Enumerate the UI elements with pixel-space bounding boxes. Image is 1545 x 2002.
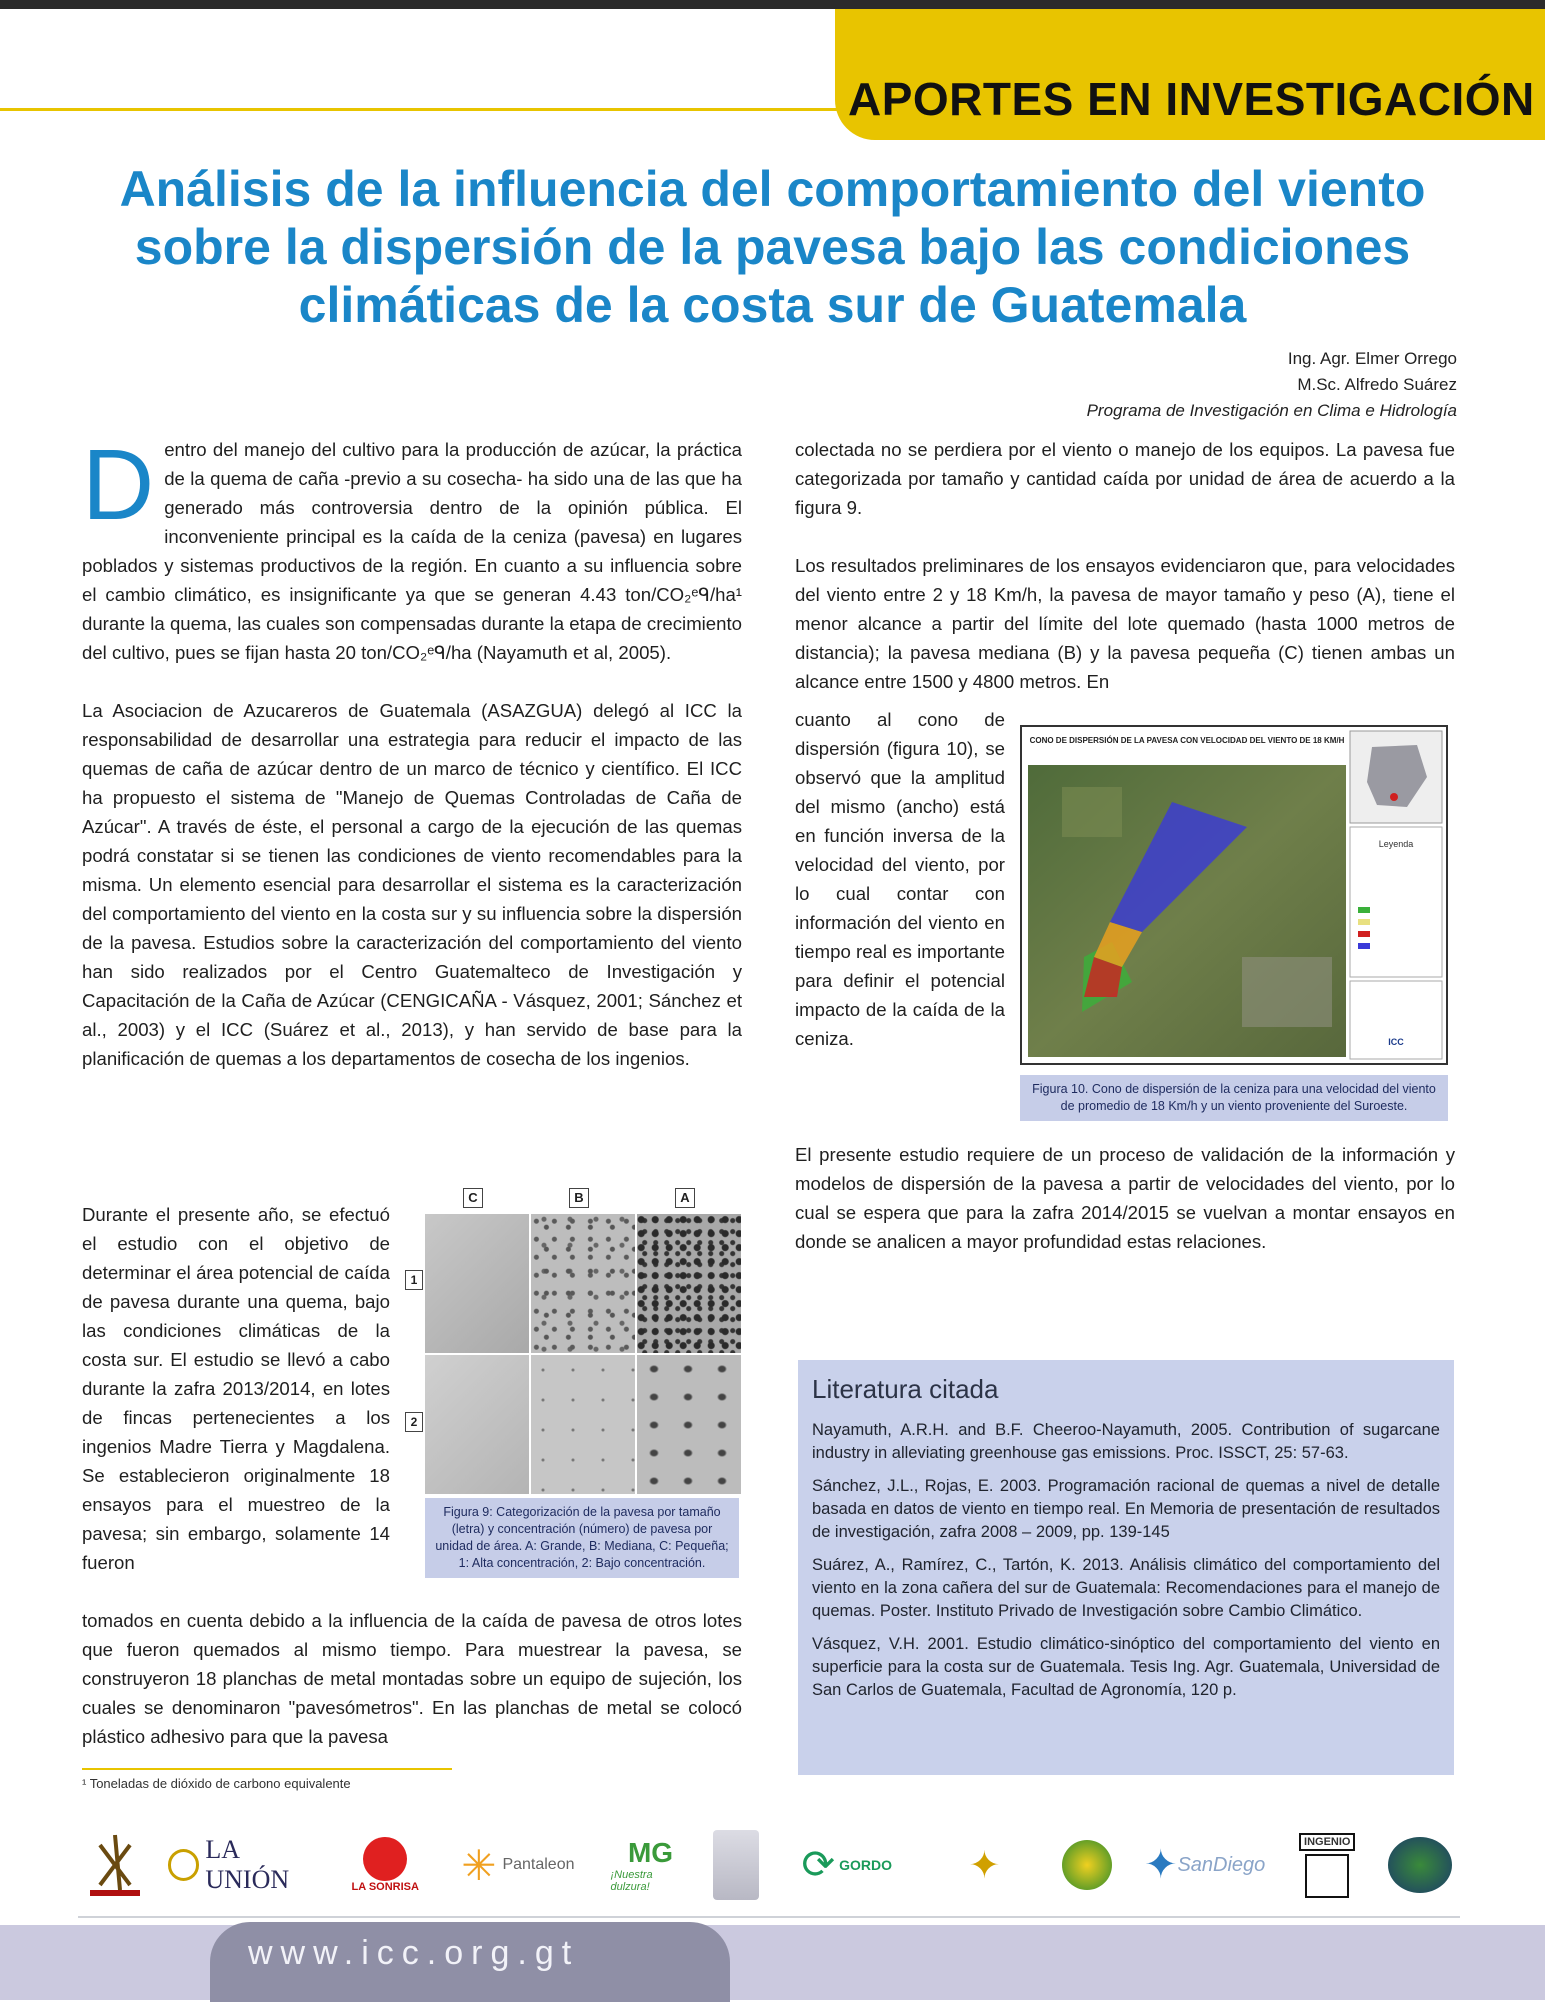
section-label: APORTES EN INVESTIGACIÓN	[848, 73, 1535, 125]
pantaleon-icon: ✳	[461, 1841, 497, 1889]
legend-swatch-zone	[1358, 907, 1370, 913]
reference-3: Suárez, A., Ramírez, C., Tartón, K. 2013. Análisis climático del comportamiento del viento en la zona cañera del sur de Guatemala: Recomendaciones para el manejo de quemas. Poster. Instituto Privado de Investigación sobre Cambio Climático.	[812, 1556, 1440, 1620]
sample-c1	[425, 1214, 529, 1353]
paragraph-1-text: entro del manejo del cultivo para la producción de azúcar, la práctica de la quema de caña -previo a su cosecha- ha sido una de las que ha generado más controversia dentro de la opinión pública. El inconveniente principal es la caída de la ceniza (pavesa) en lugares poblados y sistemas productivos de la región. En cuanto a su influencia sobre el cambio climático, es insignificante ya que se generan 4.43 ton/CO₂ᵉᑫ/ha¹ durante la quema, las cuales son compensadas durante la etapa de crecimiento del cultivo, pues se fijan hasta 20 ton/CO₂ᵉᑫ/ha (Nayamuth et al, 2005).	[82, 439, 742, 663]
fig9-row-label-1: 1	[405, 1270, 423, 1290]
footer-url[interactable]: www.icc.org.gt	[248, 1934, 580, 1972]
fig9-col-label-c: C	[463, 1188, 483, 1208]
san-diego-logo	[1135, 1827, 1275, 1903]
map-title: CONO DE DISPERSIÓN DE LA PAVESA CON VELOCIDAD DEL VIENTO DE 18 KM/H	[1029, 736, 1345, 745]
affiliation: Programa de Investigación en Clima e Hidrología	[1086, 401, 1457, 420]
reference-2: Sánchez, J.L., Rojas, E. 2003. Programación racional de quemas a nivel de detalle basada en datos de viento en tiempo real. En Memoria de presentación de resultados de investigación, zafra 2008 – 2009, pp. 139-145	[812, 1477, 1440, 1541]
legend-swatch-large	[1358, 931, 1370, 937]
dispersion-map	[1020, 725, 1448, 1065]
figure-10	[1020, 725, 1448, 1121]
paragraph-3-start: Durante el presente año, se efectuó el estudio con el objetivo de determinar el área potencial de caída de pavesa durante una quema, bajo las condiciones climáticas de la costa sur. El estudio se llevó a cabo durante la zafra 2013/2014, en lotes de fincas pertenecientes a los ingenios Madre Tierra y Magdalena. Se establecieron originalmente 18 ensayos para el muestreo de la pavesa; sin embargo, solamente 14 fueron	[82, 1204, 390, 1573]
location-marker	[1390, 793, 1398, 801]
santa-ana-logo	[1057, 1827, 1117, 1903]
drop-cap: D	[82, 429, 155, 541]
literature-heading: Literatura citada	[812, 1374, 999, 1404]
ingenio-text: INGENIO	[1299, 1833, 1355, 1851]
reference-1: Nayamuth, A.R.H. and B.F. Cheeroo-Nayamuth, 2005. Contribution of sugarcane industry in alleviating greenhouse gas emissions. Proc. ISSCT, 25: 57-63.	[812, 1421, 1440, 1462]
authors-block	[1087, 346, 1457, 424]
legend-swatch-medium	[1358, 919, 1370, 925]
la-union-logo	[168, 1827, 328, 1903]
la-union-icon	[168, 1849, 200, 1881]
madre-tierra-logo	[929, 1827, 1039, 1903]
ingenio-icon	[1305, 1854, 1349, 1898]
literature-box	[798, 1360, 1454, 1775]
figure-9	[405, 1188, 741, 1570]
palo-gordo-icon: ⟳	[801, 1843, 836, 1887]
fig9-row-label-2: 2	[405, 1412, 423, 1432]
sample-c2	[425, 1355, 529, 1494]
footnote: ¹ Toneladas de dióxido de carbono equivalente	[82, 1776, 351, 1791]
credits-box	[1350, 981, 1442, 1059]
fig9-col-label-a: A	[675, 1188, 695, 1208]
top-bar	[0, 0, 1545, 9]
el-pilar-logo	[80, 1827, 150, 1903]
pantaleon-text: Pantaleon	[502, 1856, 575, 1873]
cengicana-icon	[1388, 1837, 1452, 1893]
la-sonrisa-logo	[345, 1827, 425, 1903]
dispersion-map-graphic	[1022, 727, 1446, 1063]
section-rule	[0, 108, 840, 111]
paragraph-r1: colectada no se perdiera por el viento o manejo de los equipos. La pavesa fue categorizada por tamaño y cantidad caída por unidad de área de acuerdo a la figura 9.	[795, 439, 1455, 518]
author-2: M.Sc. Alfredo Suárez	[1297, 375, 1457, 394]
la-sonrisa-icon	[363, 1837, 407, 1881]
ingenio-logo	[1292, 1827, 1362, 1903]
santa-ana-icon	[1062, 1840, 1112, 1890]
town-area	[1242, 957, 1332, 1027]
footnote-rule	[82, 1768, 452, 1770]
legend-swatch-small	[1358, 943, 1370, 949]
la-union-text: LA UNIÓN	[205, 1835, 290, 1894]
sample-b1	[531, 1214, 635, 1353]
san-diego-text: SanDiego	[1177, 1853, 1266, 1876]
sponsor-logos	[80, 1820, 1460, 1910]
magdalena-logo	[611, 1827, 691, 1903]
paragraph-r3: cuanto al cono de dispersión (figura 10), se observó que la amplitud del mismo (ancho) está en función inversa de la velocidad del viento, por lo cual contar con información del viento en tiempo real es importante para definir el potencial impacto de la caída de la ceniza.	[795, 709, 1005, 1049]
sample-a2	[637, 1355, 741, 1494]
logos-rule	[78, 1916, 1460, 1918]
pantaleon-logo	[443, 1827, 593, 1903]
paragraph-r2: Los resultados preliminares de los ensayos evidenciaron que, para velocidades del viento entre 2 y 18 Km/h, la pavesa de mayor tamaño y peso (A), tiene el menor alcance a partir del límite del lote quemado (hasta 1000 metros de distancia); la pavesa mediana (B) y la pavesa pequeña (C) tienen ambas un alcance entre 1500 y 4800 metros. En	[795, 555, 1455, 692]
san-diego-icon: ✦	[1143, 1843, 1178, 1887]
magdalena-icon: MG	[627, 1837, 674, 1868]
sugar-bag-icon	[713, 1830, 759, 1900]
legend-box	[1350, 827, 1442, 977]
figure-10-caption: Figura 10. Cono de dispersión de la ceniza para una velocidad del viento de promedio de 18 Km/h y un viento proveniente del Suroeste.	[1020, 1075, 1448, 1121]
paragraph-2: La Asociacion de Azucareros de Guatemala (ASAZGUA) delegó al ICC la responsabilidad de desarrollar una estrategia para reducir el impacto de las quemas de caña de azúcar dentro de un marco de técnico y científico. El ICC ha propuesto el sistema de "Manejo de Quemas Controladas de Caña de Azúcar". A través de éste, el personal a cargo de la ejecución de las quemas podrá constatar si se tienen las condiciones de viento recomendables para la misma. Un elemento esencial para desarrollar el sistema es la caracterización del comportamiento del viento en la costa sur y su influencia sobre la dispersión de la pavesa. Estudios sobre la caracterización del comportamiento del viento han sido realizados por el Centro Guatemalteco de Investigación y Capacitación de la Caña de Azúcar (CENGICAÑA - Vásquez, 2001; Sánchez et al., 2003) y el ICC (Suárez et al., 2013), y han servido de base para la planificación de quemas a los departamentos de cosecha de los ingenios.	[82, 700, 742, 1069]
madre-tierra-icon: ✦	[968, 1844, 1001, 1887]
article-title: Análisis de la influencia del comportamiento del viento sobre la dispersión de la pavesa bajo las condiciones climáticas de la costa sur de Guatemala	[119, 161, 1426, 333]
figure-9-column-labels	[405, 1188, 741, 1212]
author-1: Ing. Agr. Elmer Orrego	[1287, 349, 1457, 368]
legend-title: Leyenda	[1378, 839, 1414, 849]
magdalena-text: ¡Nuestra dulzura!	[610, 1869, 653, 1893]
figure-9-caption: Figura 9: Categorización de la pavesa por tamaño (letra) y concentración (número) de pavesa por unidad de área. A: Grande, B: Mediana, C: Pequeña; 1: Alta concentración, 2: Bajo concentración.	[425, 1498, 739, 1578]
paragraph-r4: El presente estudio requiere de un proceso de validación de la información y modelos de dispersión de la pavesa a partir de velocidades del viento, por lo cual se espera que para la zafra 2014/2015 se vuelvan a montar ensayos en donde se analicen a mayor profundidad estas relaciones.	[795, 1144, 1455, 1252]
palo-gordo-text: GORDO	[839, 1857, 892, 1873]
sugar-bag-logo	[708, 1827, 764, 1903]
cengicana-logo	[1380, 1827, 1460, 1903]
icc-logo: ICC	[1388, 1037, 1404, 1047]
paragraph-1	[82, 429, 742, 667]
left-column	[82, 429, 742, 1102]
figure-9-sample-grid	[425, 1214, 741, 1494]
fig9-col-label-b: B	[569, 1188, 589, 1208]
sample-b2	[531, 1355, 635, 1494]
el-pilar-icon	[80, 1830, 150, 1900]
palo-gordo-logo	[782, 1827, 912, 1903]
la-sonrisa-text: LA SONRISA	[351, 1881, 419, 1893]
reference-4: Vásquez, V.H. 2001. Estudio climático-sinóptico del comportamiento del viento en superficie para la costa sur de Guatemala. Tesis Ing. Agr. Guatemala, Universidad de San Carlos de Guatemala, Facultad de Agronomía, 120 p.	[812, 1635, 1440, 1699]
right-column-top	[795, 435, 1455, 725]
sample-a1	[637, 1214, 741, 1353]
field-patch	[1062, 787, 1122, 837]
paragraph-3-continued: tomados en cuenta debido a la influencia de la caída de pavesa de otros lotes que fueron quemados al mismo tiempo. Para muestrear la pavesa, se construyeron 18 planchas de metal montadas sobre un equipo de sujeción, los cuales se denominaron "pavesómetros". En las planchas de metal se colocó plástico adhesivo para que la pavesa	[82, 1610, 742, 1747]
